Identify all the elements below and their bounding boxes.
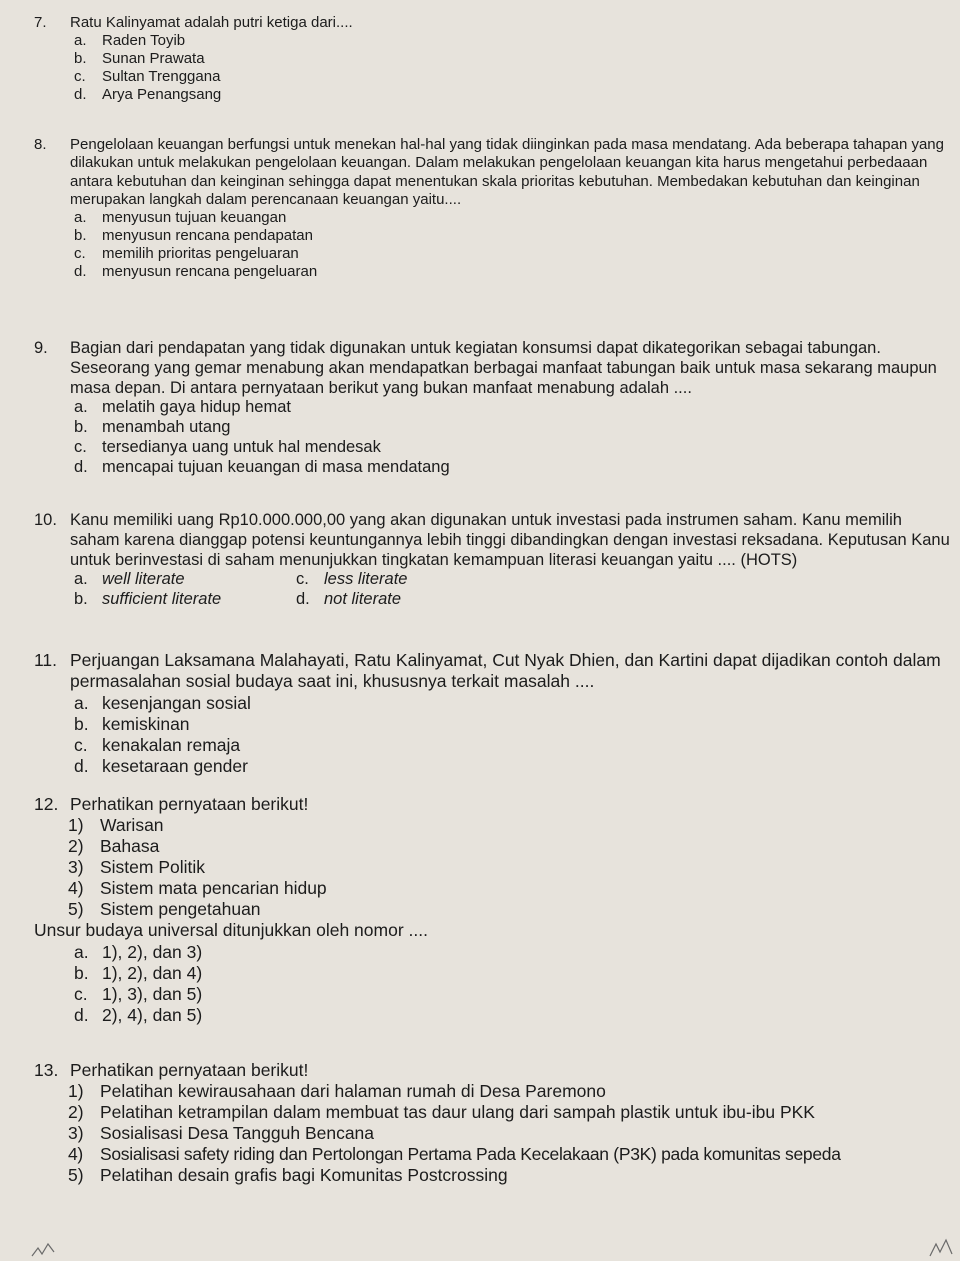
statement-item: 2) Bahasa (68, 836, 160, 857)
option-d: d. Arya Penangsang (74, 86, 222, 104)
question-text: Pengelolaan keuangan berfungsi untuk menekan hal-hal yang tidak diinginkan pada masa mendatang. Ada beberapa tahapan yang dilakukan untuk melakukan pengelolaan keuangan. Dalam melakukan pengelolaan keuangan kita harus mengetahui perbedaaan antara kebutuhan dan keinginan sehingga dapat menentukan skala prioritas kebutuhan. Membedakan kebutuhan dan keinginan merupakan langkah dalam perencanaan keuangan yaitu.... (70, 136, 944, 208)
option-a: a. 1), 2), dan 3) (74, 942, 203, 963)
statement-item: 1) Warisan (68, 815, 164, 836)
statement-item: 3) Sosialisasi Desa Tangguh Bencana (68, 1123, 375, 1144)
question-7 (34, 14, 952, 104)
question-number: 9. (34, 339, 48, 357)
option-d: d. menyusun rencana pengeluaran (74, 263, 318, 281)
question-text: Ratu Kalinyamat adalah putri ketiga dari.... (70, 14, 353, 31)
option-a: a. well literate (74, 570, 185, 589)
question-number: 13. (34, 1060, 59, 1080)
option-d: d. 2), 4), dan 5) (74, 1005, 203, 1026)
option-b: b. Sunan Prawata (74, 50, 205, 68)
option-a: a. kesenjangan sosial (74, 692, 251, 713)
question-text: Bagian dari pendapatan yang tidak digunakan untuk kegiatan konsumsi dapat dikategorikan sebagai tabungan. Seseorang yang gemar menabung akan mendapatkan berbagai manfaat tabungan baik untuk masa sekarang maupun masa depan. Di antara pernyataan berikut yang bukan manfaat menabung adalah .... (70, 339, 937, 398)
question-text: Perhatikan pernyataan berikut! (70, 1060, 309, 1080)
option-d: d. mencapai tujuan keuangan di masa mendatang (74, 457, 450, 476)
option-c: c. 1), 3), dan 5) (74, 984, 203, 1005)
option-b: b. menyusun rencana pendapatan (74, 227, 313, 245)
option-b: b. 1), 2), dan 4) (74, 963, 203, 984)
question-text: Perjuangan Laksamana Malahayati, Ratu Kalinyamat, Cut Nyak Dhien, dan Kartini dapat dijadikan contoh dalam permasalahan sosial budaya saat ini, khususnya terkait masalah .... (70, 650, 941, 692)
question-number: 8. (34, 136, 47, 153)
statement-item: 4) Sistem mata pencarian hidup (68, 878, 327, 899)
question-9 (34, 338, 952, 478)
statement-list (34, 1081, 960, 1186)
question-13 (34, 1060, 960, 1186)
question-11 (34, 650, 952, 777)
question-number: 7. (34, 14, 47, 31)
option-b: b. sufficient literate (74, 590, 222, 609)
option-b: b. kemiskinan (74, 713, 190, 734)
option-list (34, 209, 952, 281)
pen-mark-icon (30, 1238, 60, 1258)
question-number: 10. (34, 511, 57, 529)
option-a: a. menyusun tujuan keuangan (74, 209, 287, 227)
option-c: c. kenakalan remaja (74, 734, 241, 755)
question-10 (34, 510, 952, 610)
option-c: c. memilih prioritas pengeluaran (74, 245, 299, 263)
option-d: d. not literate (296, 590, 402, 609)
option-list (34, 942, 952, 1026)
question-8 (34, 136, 952, 281)
statement-item: 5) Sistem pengetahuan (68, 899, 261, 920)
option-c: c. less literate (296, 570, 408, 589)
question-text: Perhatikan pernyataan berikut! (70, 794, 309, 814)
option-list (34, 398, 952, 477)
option-b: b. menambah utang (74, 418, 231, 437)
question-prompt: Unsur budaya universal ditunjukkan oleh nomor .... (34, 920, 428, 941)
option-list (34, 32, 952, 104)
question-number: 12. (34, 794, 59, 814)
statement-list (34, 815, 952, 920)
option-a: a. melatih gaya hidup hemat (74, 398, 291, 417)
option-list (34, 693, 952, 777)
option-a: a. Raden Toyib (74, 32, 186, 50)
question-text: Kanu memiliki uang Rp10.000.000,00 yang akan digunakan untuk investasi pada instrumen saham. Kanu memilih saham karena dianggap potensi keuntungannya lebih tinggi dibandingkan dengan investasi reksadana. Keputusan Kanu untuk berinvestasi di saham menunjukkan tingkatan kemampuan literasi keuangan yaitu .... (HOTS) (70, 511, 950, 570)
statement-item: 2) Pelatihan ketrampilan dalam membuat tas daur ulang dari sampah plastik untuk ibu-ibu PKK (68, 1102, 815, 1123)
question-number: 11. (34, 650, 58, 670)
statement-item: 5) Pelatihan desain grafis bagi Komunitas Postcrossing (68, 1165, 508, 1186)
option-grid (34, 570, 952, 610)
statement-item: 4) Sosialisasi safety riding dan Pertolongan Pertama Pada Kecelakaan (P3K) pada komunitas sepeda (68, 1144, 841, 1165)
pen-mark-icon (926, 1236, 956, 1258)
statement-item: 3) Sistem Politik (68, 857, 206, 878)
statement-item: 1) Pelatihan kewirausahaan dari halaman rumah di Desa Paremono (68, 1081, 606, 1102)
option-c: c. tersedianya uang untuk hal mendesak (74, 437, 381, 456)
option-d: d. kesetaraan gender (74, 755, 248, 776)
option-c: c. Sultan Trenggana (74, 68, 221, 86)
question-12 (34, 794, 952, 1026)
